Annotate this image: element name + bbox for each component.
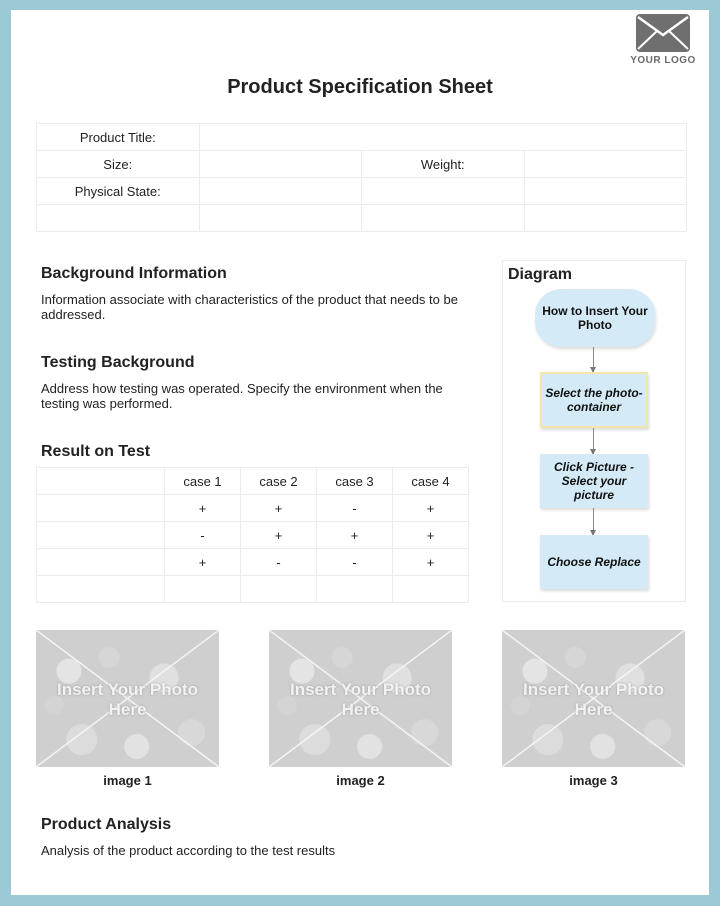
table-cell[interactable] xyxy=(37,549,165,576)
background-heading: Background Information xyxy=(41,265,227,282)
column-header xyxy=(37,468,165,495)
table-row xyxy=(37,495,469,522)
table-cell[interactable]: + xyxy=(165,495,241,522)
photo-placeholder-text: Insert Your Photo Here xyxy=(522,680,665,719)
table-cell[interactable] xyxy=(317,576,393,603)
table-cell[interactable] xyxy=(199,205,362,232)
table-cell[interactable]: + xyxy=(393,495,469,522)
photo-placeholder[interactable] xyxy=(269,630,452,767)
flow-arrow-icon xyxy=(593,428,594,454)
photo-placeholder-text: Insert Your Photo Here xyxy=(289,680,432,719)
column-header: case 4 xyxy=(393,468,469,495)
table-cell[interactable]: + xyxy=(241,495,317,522)
product-title-field[interactable] xyxy=(199,124,687,151)
product-title-label: Product Title: xyxy=(37,124,200,151)
logo xyxy=(623,13,703,66)
table-row xyxy=(37,522,469,549)
flow-step-select[interactable]: Select the photo-container xyxy=(540,372,648,428)
table-cell[interactable] xyxy=(362,205,525,232)
spec-table xyxy=(36,123,687,232)
analysis-text: Analysis of the product according to the test results xyxy=(41,843,336,858)
logo-text: YOUR LOGO xyxy=(630,55,696,66)
photo-placeholder[interactable] xyxy=(502,630,685,767)
photo-placeholder[interactable] xyxy=(36,630,219,767)
physical-state-label: Physical State: xyxy=(37,178,200,205)
table-cell[interactable] xyxy=(524,178,687,205)
flow-step-start[interactable]: How to Insert Your Photo xyxy=(535,289,655,347)
diagram-panel xyxy=(502,260,686,602)
analysis-heading: Product Analysis xyxy=(41,816,172,833)
table-row xyxy=(37,576,469,603)
table-cell[interactable]: + xyxy=(317,522,393,549)
table-cell[interactable] xyxy=(37,522,165,549)
table-cell[interactable]: + xyxy=(165,549,241,576)
table-row xyxy=(37,178,687,205)
column-header: case 3 xyxy=(317,468,393,495)
background-text: Information associate with characteristics of the product that needs to be addressed. xyxy=(41,292,458,322)
column-header: case 2 xyxy=(241,468,317,495)
flow-arrow-icon xyxy=(593,508,594,535)
table-cell[interactable]: - xyxy=(317,495,393,522)
table-cell[interactable]: + xyxy=(241,522,317,549)
table-cell[interactable]: - xyxy=(317,549,393,576)
weight-field[interactable] xyxy=(524,151,687,178)
testing-heading: Testing Background xyxy=(41,354,195,371)
flow-step-replace[interactable]: Choose Replace xyxy=(540,535,648,589)
photo-placeholder-text: Insert Your Photo Here xyxy=(56,680,199,719)
table-cell[interactable]: + xyxy=(393,522,469,549)
spec-sheet-page xyxy=(11,10,709,895)
table-row xyxy=(37,549,469,576)
table-cell[interactable]: - xyxy=(165,522,241,549)
table-cell[interactable] xyxy=(362,178,525,205)
size-label: Size: xyxy=(37,151,200,178)
flow-step-click[interactable]: Click Picture - Select your picture xyxy=(540,454,648,508)
table-row xyxy=(37,151,687,178)
table-cell[interactable] xyxy=(37,205,200,232)
image-caption: image 3 xyxy=(569,773,618,788)
table-cell[interactable] xyxy=(37,495,165,522)
diagram-title: Diagram xyxy=(508,266,573,283)
table-cell[interactable] xyxy=(241,576,317,603)
envelope-icon xyxy=(635,13,691,53)
page-title: Product Specification Sheet xyxy=(227,76,493,98)
size-field[interactable] xyxy=(199,151,362,178)
testing-text: Address how testing was operated. Specify the environment when the testing was performed. xyxy=(41,381,443,411)
image-caption: image 1 xyxy=(103,773,152,788)
table-cell[interactable] xyxy=(524,205,687,232)
column-header: case 1 xyxy=(165,468,241,495)
results-table xyxy=(36,467,469,603)
flow-arrow-icon xyxy=(593,347,594,372)
table-cell[interactable]: + xyxy=(393,549,469,576)
results-heading: Result on Test xyxy=(41,443,151,460)
table-header-row xyxy=(37,468,469,495)
table-cell[interactable] xyxy=(393,576,469,603)
table-row xyxy=(37,205,687,232)
table-cell[interactable] xyxy=(37,576,165,603)
image-caption: image 2 xyxy=(336,773,385,788)
weight-label: Weight: xyxy=(362,151,525,178)
table-row xyxy=(37,124,687,151)
table-cell[interactable]: - xyxy=(241,549,317,576)
physical-state-field[interactable] xyxy=(199,178,362,205)
table-cell[interactable] xyxy=(165,576,241,603)
